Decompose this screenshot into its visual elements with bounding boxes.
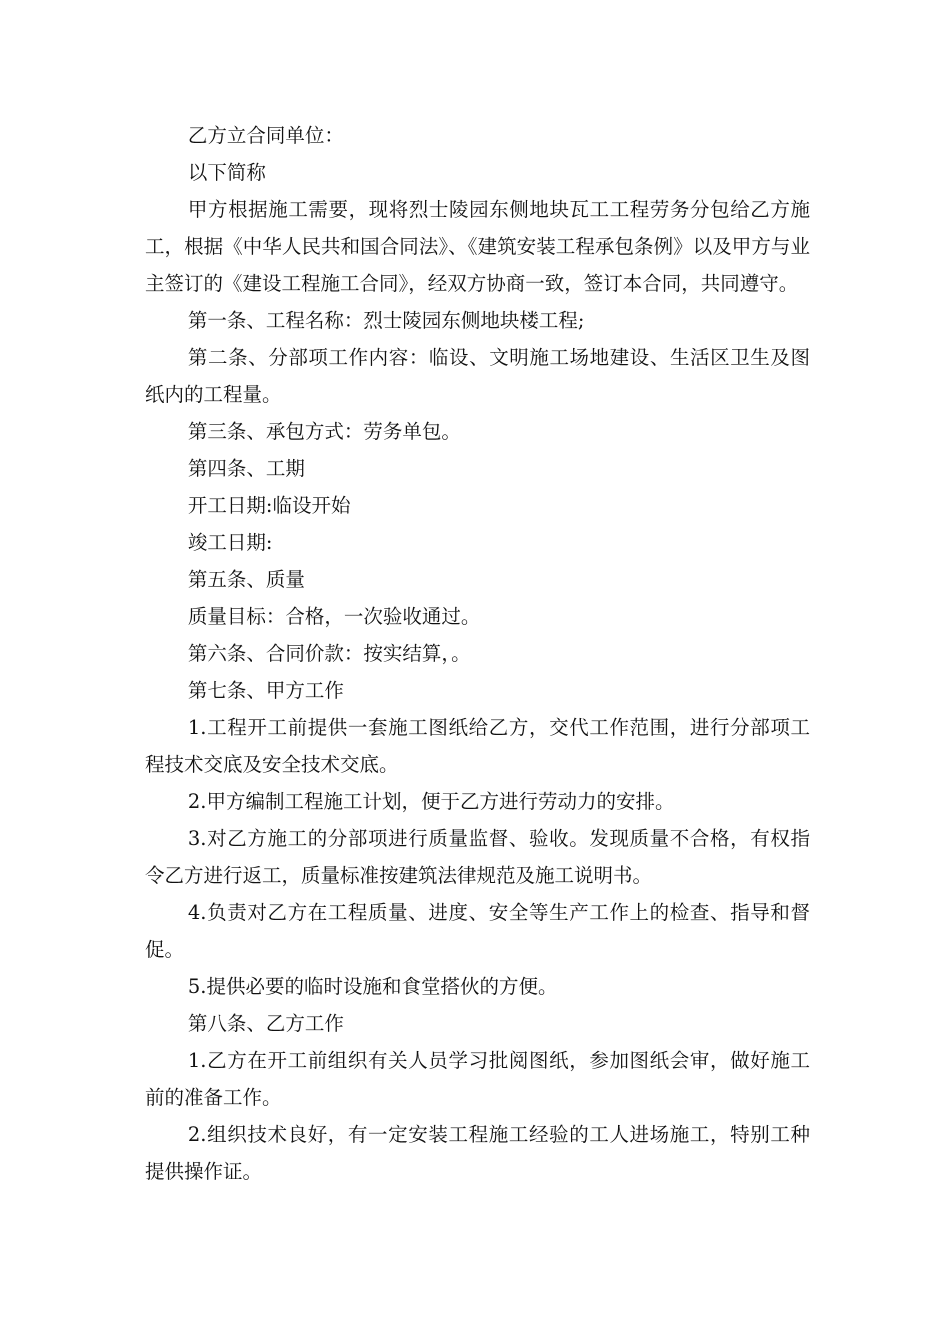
paragraph-article-6: 第六条、合同价款：按实结算，。	[187, 642, 471, 665]
paragraph-article-7: 第七条、甲方工作	[187, 679, 344, 702]
paragraph-party-a-item-4: 4.负责对乙方在工程质量、进度、安全等生产工作上的检查、指导和督促。	[145, 901, 810, 961]
paragraph-article-2: 第二条、分部项工作内容：临设、文明施工场地建设、生活区卫生及图纸内的工程量。	[145, 346, 810, 406]
paragraph-party-a-item-5: 5.提供必要的临时设施和食堂搭伙的方便。	[187, 975, 558, 998]
paragraph-party-b-unit: 乙方立合同单位：	[187, 124, 344, 147]
paragraph-article-3: 第三条、承包方式：劳务单包。	[187, 420, 461, 443]
paragraph-party-a-item-2: 2.甲方编制工程施工计划，便于乙方进行劳动力的安排。	[187, 790, 675, 813]
paragraph-article-5: 第五条、质量	[187, 568, 305, 591]
paragraph-short-name: 以下简称	[187, 161, 266, 184]
paragraph-party-a-item-3: 3.对乙方施工的分部项进行质量监督、验收。发现质量不合格，有权指令乙方进行返工，质量标准按建筑法律规范及施工说明书。	[145, 827, 810, 887]
paragraph-completion-date: 竣工日期:	[187, 531, 273, 554]
paragraph-start-date: 开工日期:临设开始	[187, 494, 351, 517]
paragraph-article-1: 第一条、工程名称：烈士陵园东侧地块楼工程;	[187, 309, 585, 332]
paragraph-quality-target: 质量目标：合格，一次验收通过。	[187, 605, 481, 628]
paragraph-article-8: 第八条、乙方工作	[187, 1012, 344, 1035]
paragraph-preamble: 甲方根据施工需要，现将烈士陵园东侧地块瓦工工程劳务分包给乙方施工，根据《中华人民共和国合同法》、《建筑安装工程承包条例》以及甲方与业主签订的《建设工程施工合同》，经双方协商一致，签订本合同，共同遵守。	[145, 198, 810, 295]
paragraph-party-b-item-1: 1.乙方在开工前组织有关人员学习批阅图纸，参加图纸会审，做好施工前的准备工作。	[145, 1049, 810, 1109]
document-body	[145, 117, 810, 1190]
paragraph-party-b-item-2: 2.组织技术良好，有一定安装工程施工经验的工人进场施工，特别工种提供操作证。	[145, 1123, 810, 1183]
paragraph-article-4: 第四条、工期	[187, 457, 305, 480]
paragraph-party-a-item-1: 1.工程开工前提供一套施工图纸给乙方，交代工作范围，进行分部项工程技术交底及安全技术交底。	[145, 716, 810, 776]
